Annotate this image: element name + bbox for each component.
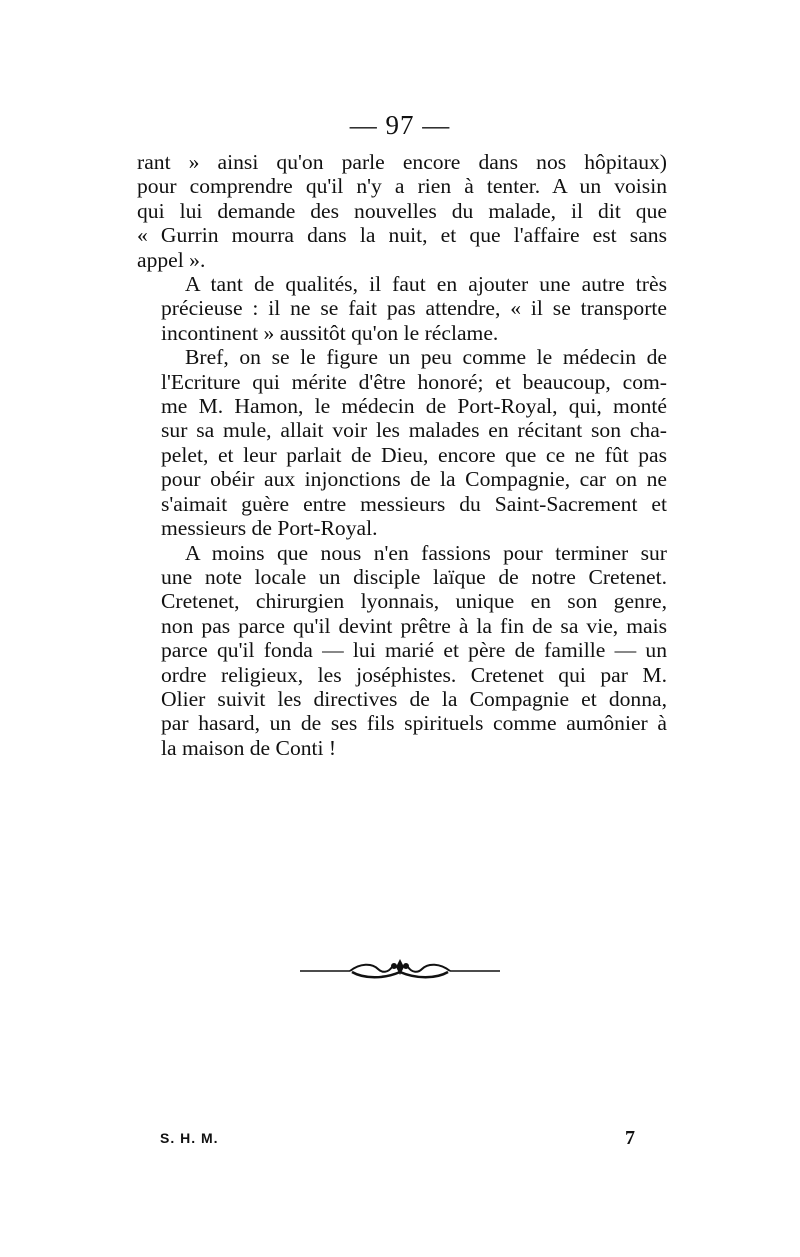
text-line: messieurs de Port-Royal. (161, 516, 378, 541)
text-line: précieuse : il ne se fait pas attendre, « il se transporte (161, 296, 667, 321)
paragraph-3 (137, 345, 667, 540)
text-line: appel ». (137, 247, 206, 272)
text-line: « Gurrin mourra dans la nuit, et que l'affaire est sans (137, 223, 667, 248)
text-line: non pas parce qu'il devint prêtre à la fin de sa vie, mais (161, 613, 667, 638)
text-line: A moins que nous n'en fassions pour terminer sur (185, 540, 667, 565)
text-line: qui lui demande des nouvelles du malade, il dit que (137, 198, 667, 223)
body-text (137, 150, 667, 760)
paragraph-1 (137, 150, 667, 272)
text-line: incontinent » aussitôt qu'on le réclame. (161, 320, 499, 345)
text-line: ordre religieux, les joséphistes. Cretenet qui par M. (161, 662, 667, 687)
page-number: — 97 — (349, 110, 451, 140)
text-line: pelet, et leur parlait de Dieu, encore que ce ne fût pas (161, 442, 667, 467)
paragraph-2 (137, 272, 667, 345)
text-line: pour obéir aux injonctions de la Compagnie, car on ne (161, 467, 667, 492)
text-line: par hasard, un de ses fils spirituels comme aumônier à (161, 711, 667, 736)
text-line: parce qu'il fonda — lui marié et père de famille — un (161, 638, 667, 663)
text-line: sur sa mule, allait voir les malades en récitant son cha- (161, 418, 667, 443)
text-line: Bref, on se le figure un peu comme le médecin de (185, 345, 667, 370)
text-line: Olier suivit les directives de la Compagnie et donna, (161, 686, 667, 711)
text-line: pour comprendre qu'il n'y a rien à tenter. A un voisin (137, 174, 667, 199)
sheet-number: 7 (625, 1127, 635, 1149)
text-line: Cretenet, chirurgien lyonnais, unique en son genre, (161, 589, 667, 614)
printer-signature: S. H. M. (160, 1130, 219, 1146)
text-line: la maison de Conti ! (161, 735, 337, 760)
text-line: l'Ecriture qui mérite d'être honoré; et beaucoup, com- (161, 369, 667, 394)
text-line: une note locale un disciple laïque de notre Cretenet. (161, 564, 667, 589)
paragraph-4 (137, 541, 667, 761)
text-line: A tant de qualités, il faut en ajouter une autre très (185, 272, 667, 297)
text-line: me M. Hamon, le médecin de Port-Royal, qui, monté (161, 394, 667, 419)
text-line: rant » ainsi qu'on parle encore dans nos hôpitaux) (137, 150, 667, 174)
fleuron-divider-icon (300, 955, 500, 983)
text-line: s'aimait guère entre messieurs du Saint-Sacrement et (161, 491, 667, 516)
